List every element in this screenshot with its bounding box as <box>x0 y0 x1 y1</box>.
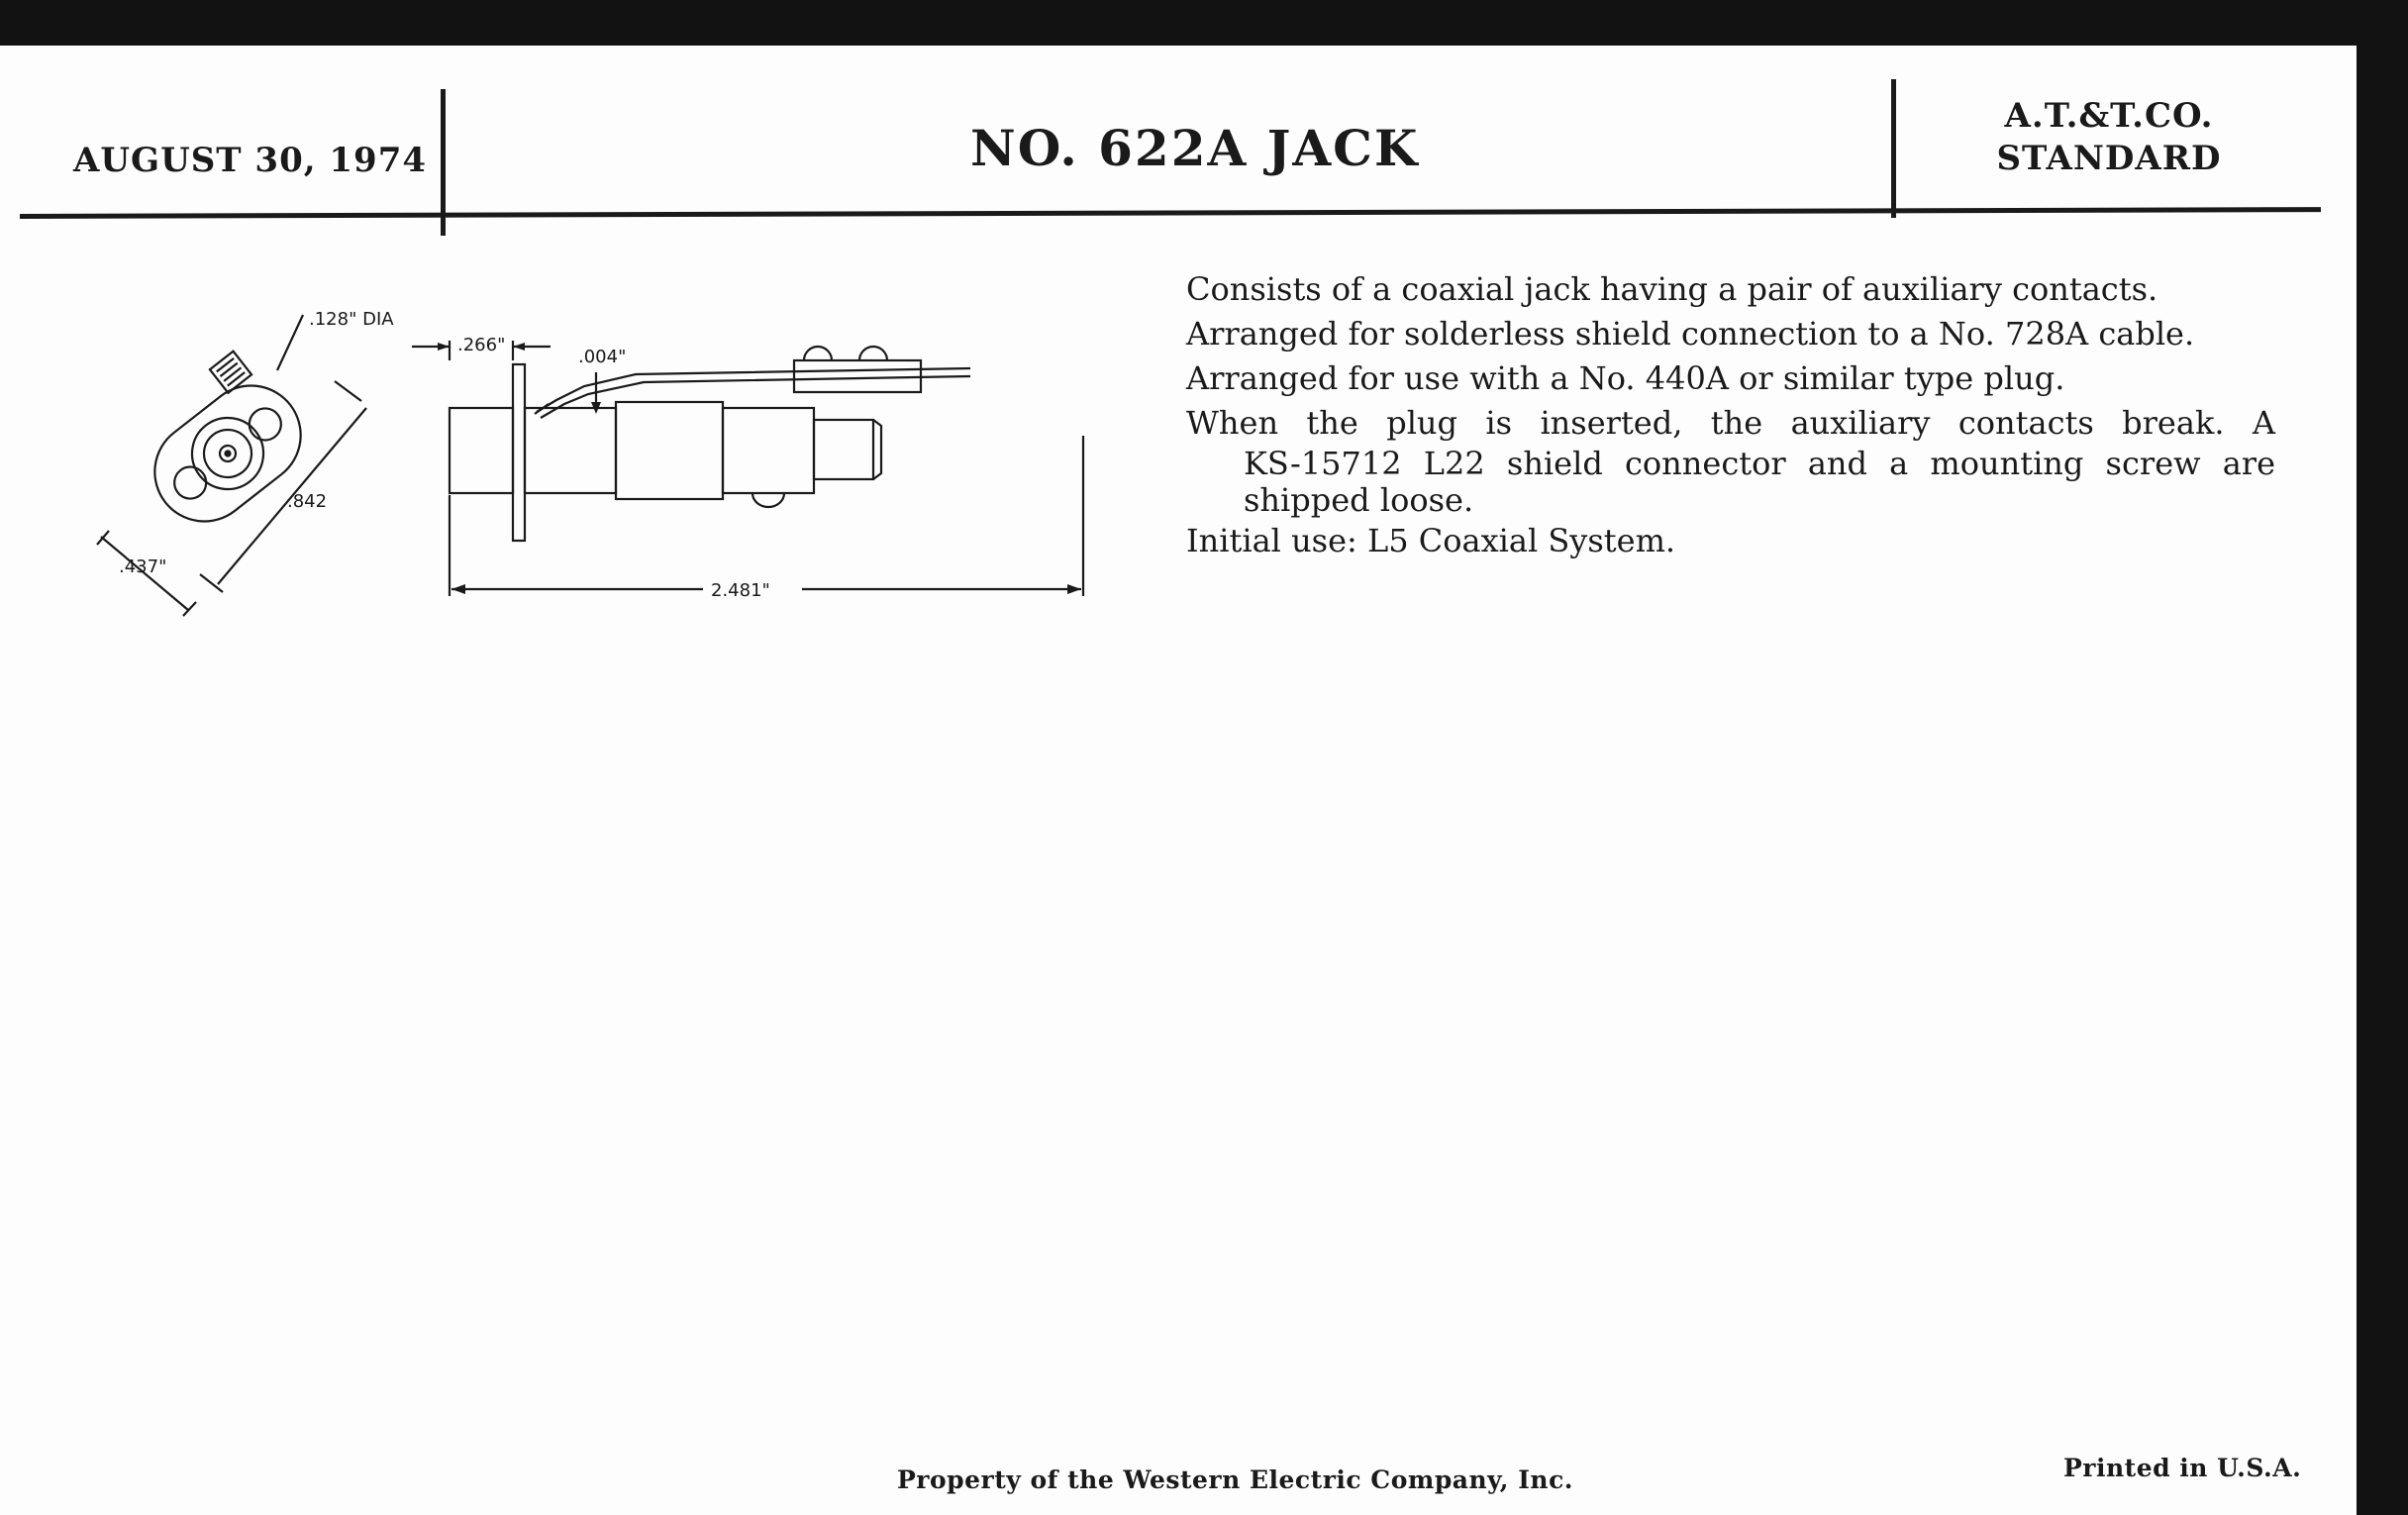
mounting-hole-left <box>168 460 213 505</box>
desc-line: Consists of a coaxial jack having a pair of auxiliary contacts. <box>1186 270 2158 308</box>
standard-label-line2: STANDARD <box>1996 139 2222 178</box>
desc-line-indented: shipped loose. <box>1244 481 1474 519</box>
spec-card <box>0 46 2357 1515</box>
jack-front-sleeve <box>450 408 513 493</box>
jack-rear-post <box>814 420 873 479</box>
issue-date: AUGUST 30, 1974 <box>73 141 428 180</box>
dim-flange-width: .437" <box>119 556 167 577</box>
mounting-hole-right <box>243 402 287 447</box>
scan-border-right <box>2357 0 2408 1515</box>
standard-label-line1: A.T.&T.CO. <box>2004 96 2214 136</box>
bottom-screw <box>752 493 784 507</box>
contact-clamp <box>794 360 921 392</box>
scan-border-top <box>0 0 2408 46</box>
desc-line: Arranged for solderless shield connection to a No. 728A cable. <box>1186 315 2195 353</box>
jack-drawing <box>89 297 1119 634</box>
dim-flange-length: .842 <box>287 491 328 512</box>
clamp-screw-left <box>804 347 832 360</box>
desc-line: Initial use: L5 Coaxial System. <box>1186 522 1676 559</box>
jack-rear-barrel <box>723 408 814 493</box>
description <box>1186 267 2275 563</box>
footer-printed: Printed in U.S.A. <box>2063 1454 2302 1482</box>
header-divider-right <box>1891 79 1896 218</box>
desc-line: When the plug is inserted, the auxiliary contacts break. A <box>1186 404 2275 442</box>
jack-side-view <box>412 341 1083 596</box>
page-title: NO. 622A JACK <box>970 119 1420 177</box>
footer-property: Property of the Western Electric Company, Inc. <box>897 1465 1574 1494</box>
jack-mounting-flange <box>513 364 525 541</box>
spring-contact-lower <box>541 376 970 418</box>
desc-line-indented: KS-15712 L22 shield connector and a mounting screw are <box>1244 445 2275 482</box>
dim-contact-gap: .004" <box>578 347 627 367</box>
dim-flange-offset: .266" <box>457 335 506 355</box>
jack-body <box>616 402 723 499</box>
desc-line: Arranged for use with a No. 440A or similar type plug. <box>1186 359 2065 397</box>
jack-barrel <box>525 408 616 493</box>
standard-label <box>1970 95 2248 180</box>
dim-overall-length: 2.481" <box>711 580 770 601</box>
dim-hole-dia: .128" DIA <box>309 309 394 330</box>
clamp-screw-right <box>859 347 887 360</box>
